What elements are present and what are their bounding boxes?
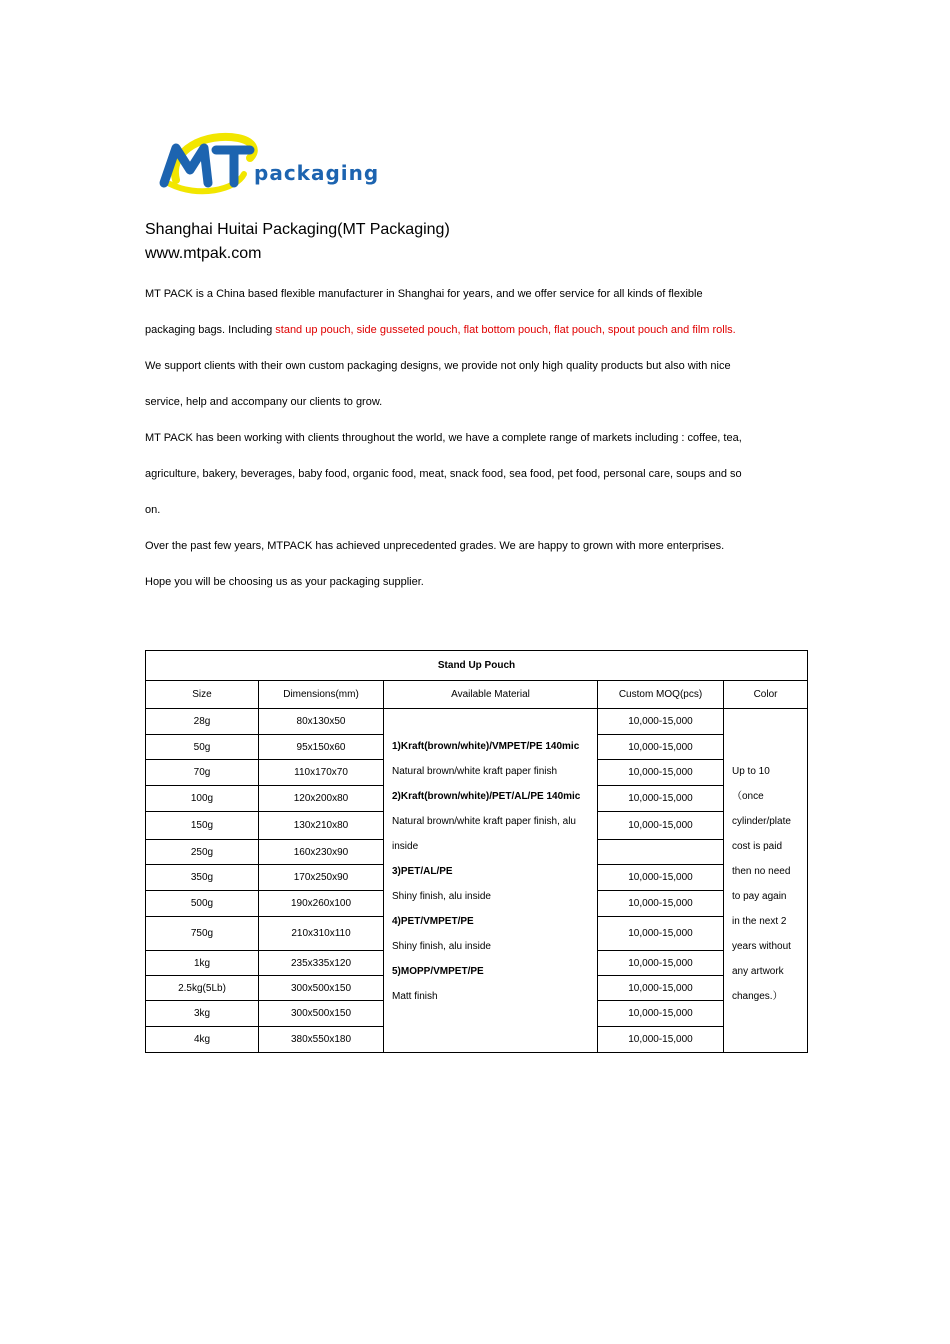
- company-name: Shanghai Huitai Packaging(MT Packaging): [145, 221, 450, 238]
- moq-cell: 10,000-15,000: [598, 951, 724, 976]
- color-cell: [724, 709, 808, 1053]
- intro-line: service, help and accompany our clients to grow.: [145, 396, 383, 408]
- size-cell: 350g: [146, 865, 259, 891]
- intro-line: We support clients with their own custom packaging designs, we provide not only high quality products but also with nice: [145, 360, 731, 372]
- moq-cell: 10,000-15,000: [598, 812, 724, 840]
- intro-line: on.: [145, 504, 161, 516]
- moq-cell: 10,000-15,000: [598, 735, 724, 760]
- material-line: 2)Kraft(brown/white)/PET/AL/PE 140mic: [392, 791, 581, 802]
- dimensions-cell: 80x130x50: [259, 709, 384, 735]
- table-header-row: [146, 681, 808, 709]
- product-list-highlight: stand up pouch, side gusseted pouch, flat bottom pouch, flat pouch, spout pouch and film rolls.: [275, 324, 736, 336]
- intro-line: Over the past few years, MTPACK has achieved unprecedented grades. We are happy to grown with more enterprises.: [145, 540, 725, 552]
- color-line: in the next 2: [732, 916, 787, 927]
- moq-cell: 10,000-15,000: [598, 786, 724, 812]
- moq-cell: 10,000-15,000: [598, 865, 724, 891]
- color-line: then no need: [732, 866, 791, 877]
- company-header: [145, 218, 450, 266]
- color-line: cylinder/plate: [732, 816, 791, 827]
- material-line: Shiny finish, alu inside: [392, 891, 491, 902]
- size-cell: 500g: [146, 891, 259, 917]
- material-line: Shiny finish, alu inside: [392, 941, 491, 952]
- color-line: Up to 10: [732, 766, 770, 777]
- color-line: any artwork: [732, 966, 784, 977]
- size-cell: 2.5kg(5Lb): [146, 976, 259, 1001]
- material-line: inside: [392, 841, 419, 852]
- dimensions-cell: 235x335x120: [259, 951, 384, 976]
- intro-line: MT PACK has been working with clients throughout the world, we have a complete range of markets including : coffee, tea,: [145, 432, 742, 444]
- material-line: 1)Kraft(brown/white)/VMPET/PE 140mic: [392, 741, 580, 752]
- svg-text:packaging: packaging: [254, 161, 380, 185]
- size-cell: 100g: [146, 786, 259, 812]
- header-moq: Custom MOQ(pcs): [598, 681, 724, 709]
- material-line: 4)PET/VMPET/PE: [392, 916, 474, 927]
- size-cell: 28g: [146, 709, 259, 735]
- size-cell: 1kg: [146, 951, 259, 976]
- moq-cell: 10,000-15,000: [598, 709, 724, 735]
- dimensions-cell: 380x550x180: [259, 1027, 384, 1053]
- size-cell: 250g: [146, 840, 259, 865]
- color-line: years without: [732, 941, 791, 952]
- moq-cell: 10,000-15,000: [598, 917, 724, 951]
- color-line: （once: [732, 791, 764, 802]
- mt-packaging-logo: [158, 128, 418, 198]
- material-line: Natural brown/white kraft paper finish, alu: [392, 816, 576, 827]
- intro-line: agriculture, bakery, beverages, baby food, organic food, meat, snack food, sea food, pet food, personal care, soups and so: [145, 468, 742, 480]
- color-line: to pay again: [732, 891, 787, 902]
- header-material: Available Material: [384, 681, 598, 709]
- moq-cell: 10,000-15,000: [598, 1001, 724, 1027]
- moq-cell: [598, 840, 724, 865]
- dimensions-cell: 300x500x150: [259, 1001, 384, 1027]
- size-cell: 50g: [146, 735, 259, 760]
- intro-line: Hope you will be choosing us as your packaging supplier.: [145, 576, 424, 588]
- dimensions-cell: 160x230x90: [259, 840, 384, 865]
- dimensions-cell: 110x170x70: [259, 760, 384, 786]
- dimensions-cell: 300x500x150: [259, 976, 384, 1001]
- intro-line: packaging bags. Including stand up pouch, side gusseted pouch, flat bottom pouch, flat pouch, spout pouch and film rolls.: [145, 324, 736, 336]
- dimensions-cell: 120x200x80: [259, 786, 384, 812]
- header-color: Color: [724, 681, 808, 709]
- size-cell: 3kg: [146, 1001, 259, 1027]
- intro-text: [145, 276, 810, 600]
- material-line: Matt finish: [392, 991, 438, 1002]
- stand-up-pouch-table: [145, 650, 808, 1053]
- dimensions-cell: 210x310x110: [259, 917, 384, 951]
- size-cell: 150g: [146, 812, 259, 840]
- available-material-cell: [384, 709, 598, 1053]
- moq-cell: 10,000-15,000: [598, 760, 724, 786]
- color-line: changes.）: [732, 991, 783, 1002]
- material-line: 5)MOPP/VMPET/PE: [392, 966, 484, 977]
- header-size: Size: [146, 681, 259, 709]
- size-cell: 70g: [146, 760, 259, 786]
- company-website: www.mtpak.com: [145, 245, 262, 262]
- moq-cell: 10,000-15,000: [598, 976, 724, 1001]
- material-line: Natural brown/white kraft paper finish: [392, 766, 558, 777]
- intro-line: MT PACK is a China based flexible manufacturer in Shanghai for years, and we offer service for all kinds of flexible: [145, 288, 703, 300]
- moq-cell: 10,000-15,000: [598, 891, 724, 917]
- table-row: [146, 709, 808, 735]
- color-line: cost is paid: [732, 841, 783, 852]
- dimensions-cell: 130x210x80: [259, 812, 384, 840]
- size-cell: 750g: [146, 917, 259, 951]
- moq-cell: 10,000-15,000: [598, 1027, 724, 1053]
- dimensions-cell: 170x250x90: [259, 865, 384, 891]
- material-line: 3)PET/AL/PE: [392, 866, 453, 877]
- header-dimensions: Dimensions(mm): [259, 681, 384, 709]
- dimensions-cell: 190x260x100: [259, 891, 384, 917]
- size-cell: 4kg: [146, 1027, 259, 1053]
- table-title: Stand Up Pouch: [146, 651, 808, 681]
- dimensions-cell: 95x150x60: [259, 735, 384, 760]
